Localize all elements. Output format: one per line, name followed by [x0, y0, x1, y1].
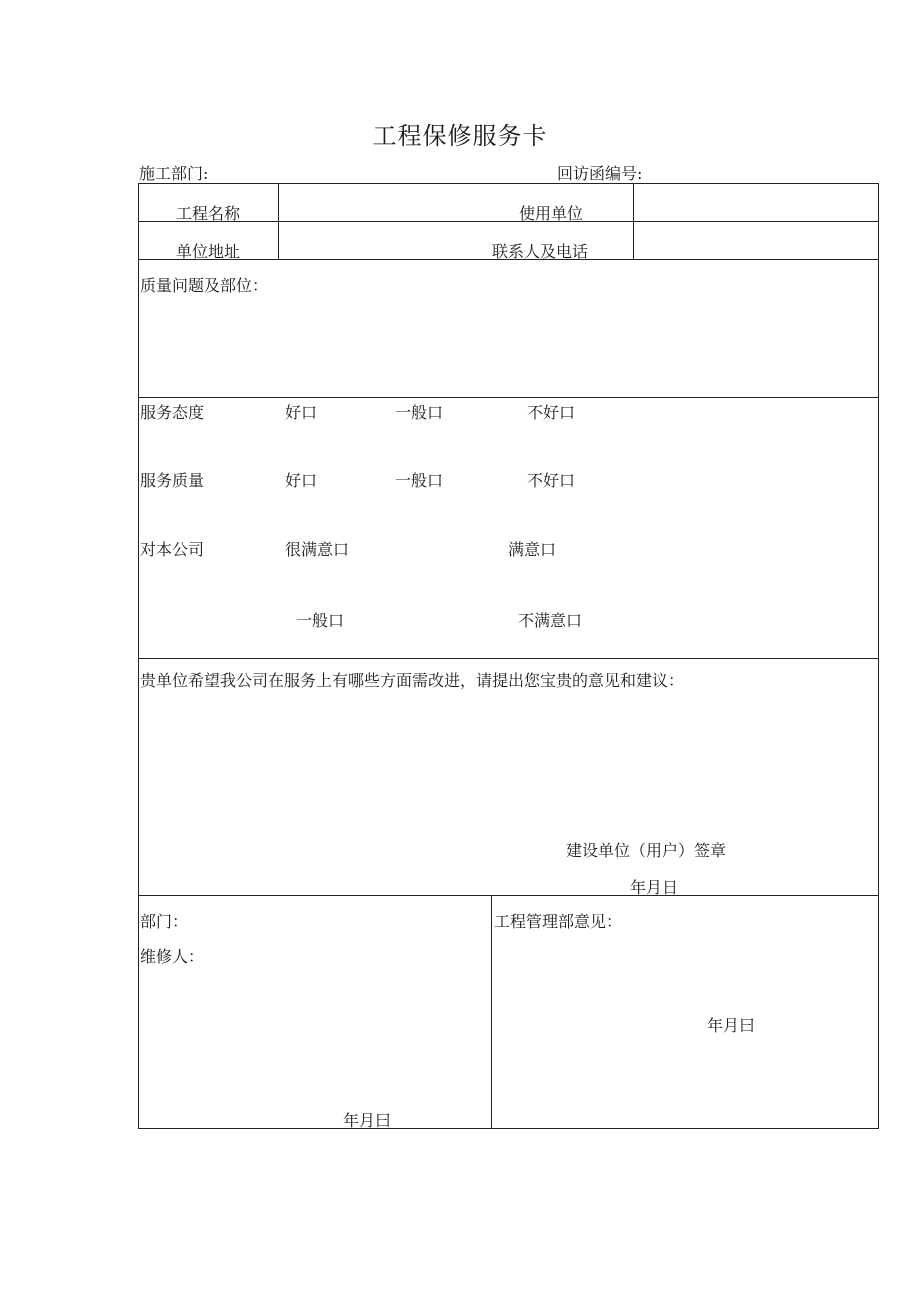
suggestion-input-area[interactable] — [142, 694, 872, 824]
repairer-label: 维修人： — [140, 947, 205, 966]
management-opinion-area[interactable] — [496, 936, 872, 996]
user-unit-value[interactable] — [638, 188, 874, 216]
quality-option-poor[interactable]: 不好口 — [527, 471, 576, 490]
company-rating-label: 对本公司 — [140, 540, 205, 559]
suggestion-date-label: 年月日 — [630, 878, 679, 897]
attitude-option-average[interactable]: 一般口 — [395, 403, 444, 422]
project-name-label: 工程名称 — [176, 204, 241, 223]
page-title: 工程保修服务卡 — [372, 122, 548, 150]
suggestion-prompt: 贵单位希望我公司在服务上有哪些方面需改进，请提出您宝贵的意见和建议： — [140, 671, 685, 690]
service-attitude-label: 服务态度 — [140, 403, 205, 422]
client-signature-label: 建设单位（用户）签章 — [566, 841, 727, 860]
construction-dept-label: 施工部门: — [139, 164, 209, 183]
management-opinion-label: 工程管理部意见： — [494, 912, 623, 931]
bottom-dept-label: 部门： — [140, 912, 189, 931]
quality-option-average[interactable]: 一般口 — [395, 471, 444, 490]
company-option-unsatisfied[interactable]: 不满意口 — [518, 611, 583, 630]
right-date-label: 年月曰 — [707, 1016, 756, 1035]
attitude-option-good[interactable]: 好口 — [285, 403, 318, 422]
contact-value[interactable] — [638, 226, 874, 254]
project-name-value[interactable] — [282, 188, 512, 216]
user-unit-label: 使用单位 — [519, 204, 584, 223]
quality-issue-label: 质量问题及部位： — [140, 276, 269, 295]
service-quality-label: 服务质量 — [140, 471, 205, 490]
unit-address-value[interactable] — [282, 226, 482, 254]
left-date-label: 年月曰 — [343, 1111, 392, 1130]
contact-label: 联系人及电话 — [492, 242, 589, 261]
quality-option-good[interactable]: 好口 — [285, 471, 318, 490]
unit-address-label: 单位地址 — [176, 242, 241, 261]
letter-number-label: 回访函编号: — [557, 164, 643, 183]
company-option-satisfied[interactable]: 满意口 — [508, 540, 557, 559]
company-option-very-satisfied[interactable]: 很满意口 — [285, 540, 350, 559]
attitude-option-poor[interactable]: 不好口 — [527, 403, 576, 422]
company-option-average[interactable]: 一般口 — [296, 611, 345, 630]
